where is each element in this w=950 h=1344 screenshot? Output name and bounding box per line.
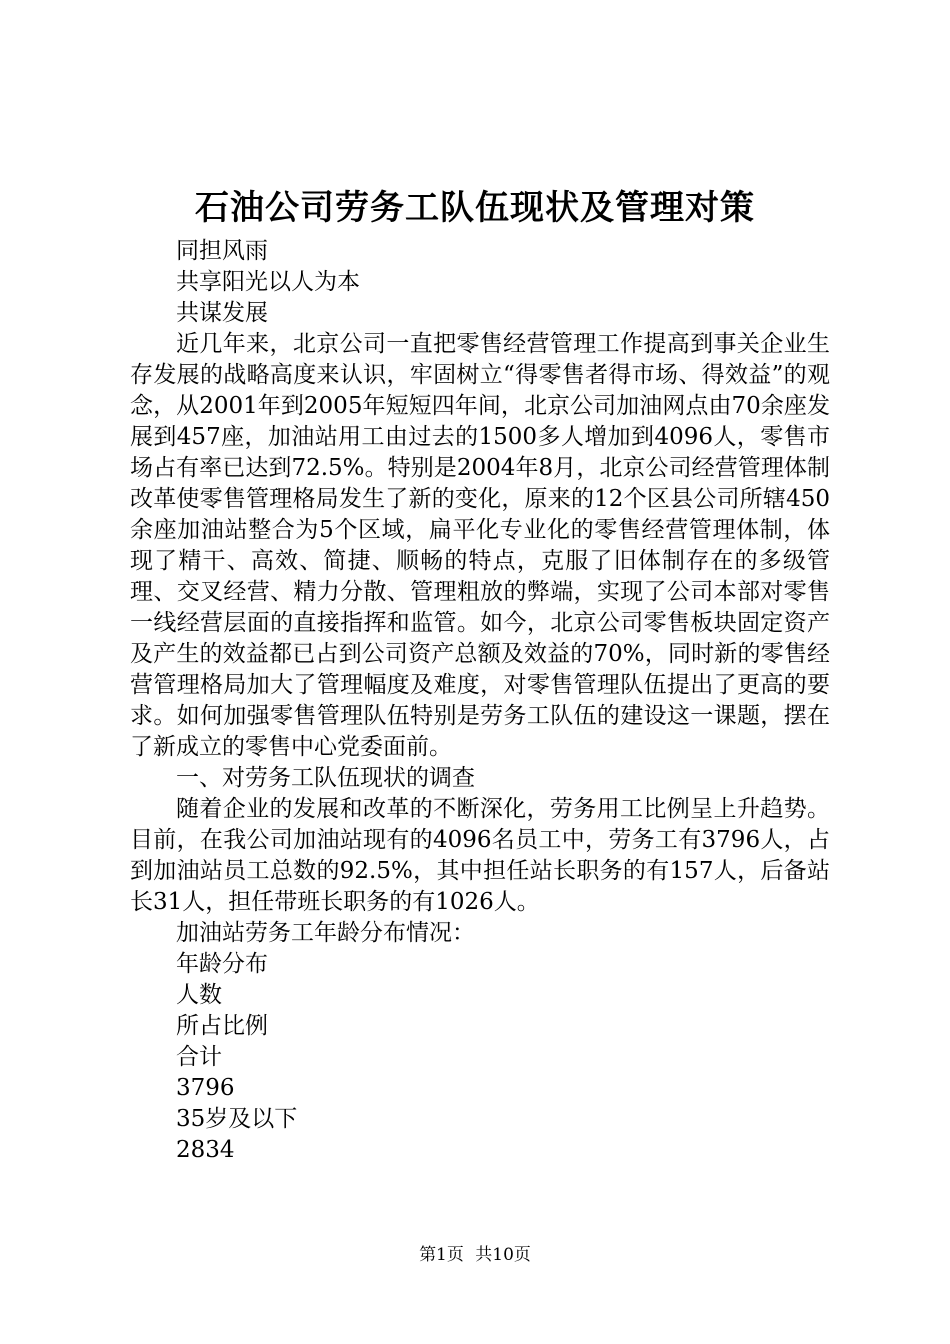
document-body [130,236,830,1166]
table-cell: 所占比例 [176,1013,268,1039]
document-title: 石油公司劳务工队伍现状及管理对策 [195,188,755,228]
table-cell: 人数 [176,982,222,1008]
table-cell: 年龄分布 [176,951,268,977]
paragraph: 随着企业的发展和改革的不断深化，劳务用工比例呈上升趋势。目前，在我公司加油站现有的4096名员工中，劳务工有3796人，占到加油站员工总数的92.5%，其中担任站长职务的有157人，后备站长31人，担任带班长职务的有1026人。 [130,796,830,915]
paragraph: 近几年来，北京公司一直把零售经营管理工作提高到事关企业生存发展的战略高度来认识，牢固树立“得零售者得市场、得效益”的观念，从2001年到2005年短短四年间，北京公司加油网点由70余座发展到457座，加油站用工由过去的1500多人增加到4096人，零售市场占有率已达到72.5%。特别是2004年8月，北京公司经营管理体制改革使零售管理格局发生了新的变化，原来的12个区县公司所辖450余座加油站整合为5个区域，扁平化专业化的零售经营管理体制，体现了精干、高效、简捷、顺畅的特点，克服了旧体制存在的多级管理、交叉经营、精力分散、管理粗放的弊端，实现了公司本部对零售一线经营层面的直接指挥和监管。如今，北京公司零售板块固定资产及产生的效益都已占到公司资产总额及效益的70%，同时新的零售经营管理格局加大了管理幅度及难度，对零售管理队伍提出了更高的要求。如何加强零售管理队伍特别是劳务工队伍的建设这一课题，摆在了新成立的零售中心党委面前。 [130,331,830,760]
table-cell: 3796 [176,1075,235,1101]
paragraph: 同担风雨 [176,238,268,264]
table-cell: 合计 [176,1044,222,1070]
paragraph: 共享阳光以人为本 [176,269,360,295]
table-cell: 35岁及以下 [176,1106,298,1132]
page-footer [0,1244,950,1266]
page-total: 共10页 [475,1245,531,1265]
paragraph: 加油站劳务工年龄分布情况： [176,920,475,946]
paragraph: 共谋发展 [176,300,268,326]
page-number: 第1页 [419,1245,464,1265]
section-heading: 一、对劳务工队伍现状的调查 [176,765,475,791]
table-cell: 2834 [176,1137,235,1163]
